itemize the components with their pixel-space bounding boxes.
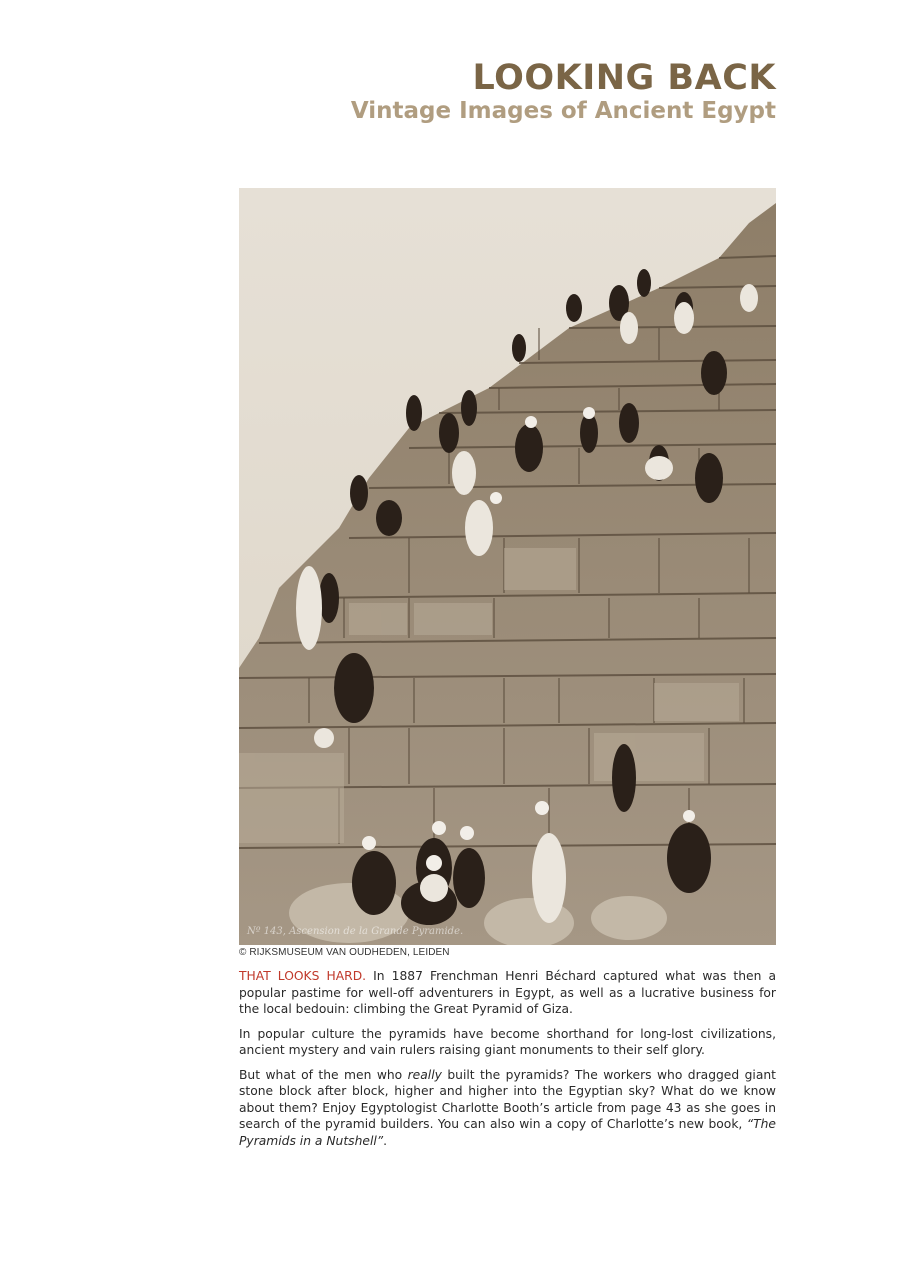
book-title: “The Pyramids in a Nutshell”: [239, 1117, 776, 1148]
paragraph-1: THAT LOOKS HARD. In 1887 Frenchman Henri Béchard captured what was then a popular pastime for well-off adventurers in Egypt, as well as a lucrative business for the local bedouin: climbing the Great Pyramid of Giza.: [239, 969, 776, 1016]
pyramid-climbing-photo: [239, 188, 776, 945]
paragraph-lead: THAT LOOKS HARD.: [239, 969, 367, 983]
photo-inscription: Nº 143, Ascension de la Grande Pyramide.: [247, 926, 464, 937]
page-subtitle: Vintage Images of Ancient Egypt: [350, 98, 776, 124]
paragraph-3: But what of the men who really built the pyramids? The workers who dragged giant stone block after block, higher and higher into the Egyptian sky? What do we know about them? Enjoy Egyptologist Charlotte Booth’s article from page 43 as she goes in search of the pyramid builders. You can also win a copy of Charlotte’s new book, “The Pyramids in a Nutshell”.: [239, 1067, 776, 1148]
page-header: [351, 58, 776, 124]
paragraph-2: In popular culture the pyramids have become shorthand for long-lost civilizations, ancient mystery and vain rulers raising giant monuments to their self glory.: [239, 1026, 776, 1057]
photo-credit: © RIJKSMUSEUM VAN OUDHEDEN, LEIDEN: [239, 947, 450, 958]
article-body: [239, 968, 776, 1157]
page-title: LOOKING BACK: [472, 58, 776, 98]
